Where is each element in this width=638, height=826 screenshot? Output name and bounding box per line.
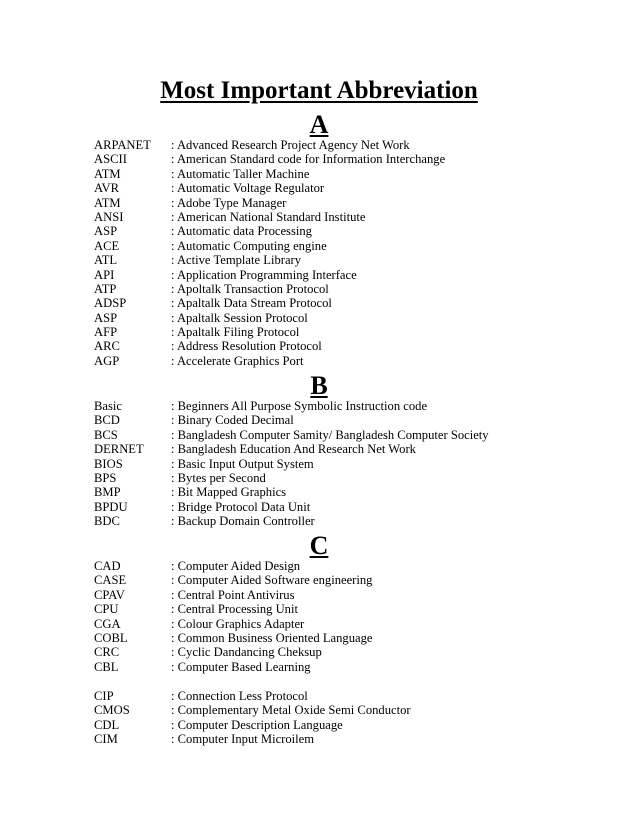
- abbreviation-row: [94, 602, 614, 616]
- section-heading-a: A: [309, 110, 329, 139]
- abbreviation-row: [94, 138, 614, 152]
- abbreviation-row: [94, 413, 614, 427]
- abbreviation-term: CIP: [94, 689, 114, 703]
- abbreviation-definition: : Bytes per Second: [171, 470, 266, 485]
- abbreviation-row: [94, 588, 614, 602]
- abbreviation-row: [94, 325, 614, 339]
- section-heading-c: C: [309, 531, 329, 560]
- abbreviation-term: CDL: [94, 717, 120, 732]
- abbreviation-row: [94, 660, 614, 674]
- abbreviation-row: [94, 311, 614, 325]
- abbreviation-term: CMOS: [94, 703, 130, 718]
- section-c-list-continued: [94, 689, 614, 747]
- abbreviation-term: BCD: [94, 413, 120, 428]
- abbreviation-row: [94, 210, 614, 224]
- abbreviation-definition: : Beginners All Purpose Symbolic Instruction code: [171, 399, 428, 413]
- abbreviation-row: [94, 224, 614, 238]
- abbreviation-definition: : Binary Coded Decimal: [171, 413, 294, 428]
- abbreviation-term: API: [94, 267, 115, 282]
- abbreviation-row: [94, 645, 614, 659]
- section-c-list: [94, 559, 614, 674]
- abbreviation-row: [94, 268, 614, 282]
- abbreviation-term: COBL: [94, 630, 128, 645]
- abbreviation-definition: : Accelerate Graphics Port: [171, 353, 304, 368]
- abbreviation-definition: : Apaltalk Session Protocol: [171, 310, 308, 325]
- abbreviation-definition: : Automatic data Processing: [171, 224, 312, 239]
- abbreviation-row: [94, 152, 614, 166]
- abbreviation-row: [94, 253, 614, 267]
- abbreviation-term: ATM: [94, 195, 121, 210]
- abbreviation-row: [94, 631, 614, 645]
- abbreviation-row: [94, 181, 614, 195]
- abbreviation-term: ADSP: [94, 296, 127, 311]
- abbreviation-row: [94, 428, 614, 442]
- abbreviation-definition: : American National Standard Institute: [171, 209, 366, 224]
- abbreviation-row: [94, 354, 614, 368]
- abbreviation-term: CBL: [94, 659, 119, 674]
- abbreviation-term: Basic: [94, 399, 122, 413]
- abbreviation-definition: : Application Programming Interface: [171, 267, 357, 282]
- abbreviation-row: [94, 442, 614, 456]
- abbreviation-definition: : Bangladesh Education And Research Net Work: [171, 442, 416, 457]
- abbreviation-term: CASE: [94, 573, 127, 588]
- abbreviation-definition: : Bangladesh Computer Samity/ Bangladesh Computer Society: [171, 427, 489, 442]
- abbreviation-definition: : American Standard code for Information Interchange: [171, 152, 446, 167]
- abbreviation-term: BPS: [94, 470, 117, 485]
- abbreviation-row: [94, 718, 614, 732]
- abbreviation-row: [94, 296, 614, 310]
- abbreviation-definition: : Connection Less Protocol: [171, 689, 308, 703]
- abbreviation-term: CRC: [94, 645, 120, 660]
- abbreviation-term: ATM: [94, 166, 121, 181]
- abbreviation-definition: : Central Point Antivirus: [171, 587, 295, 602]
- abbreviation-definition: : Apaltalk Data Stream Protocol: [171, 296, 332, 311]
- abbreviation-row: [94, 689, 614, 703]
- abbreviation-definition: : Address Resolution Protocol: [171, 339, 322, 354]
- abbreviation-term: BPDU: [94, 499, 128, 514]
- abbreviation-term: BMP: [94, 485, 121, 500]
- abbreviation-term: BCS: [94, 427, 118, 442]
- abbreviation-term: AFP: [94, 325, 118, 340]
- abbreviation-term: ACE: [94, 238, 120, 253]
- abbreviation-row: [94, 485, 614, 499]
- abbreviation-term: ARC: [94, 339, 120, 354]
- page-title: Most Important Abbreviation: [160, 77, 478, 104]
- abbreviation-row: [94, 500, 614, 514]
- section-b-list: [94, 399, 614, 529]
- abbreviation-term: BIOS: [94, 456, 123, 471]
- abbreviation-row: [94, 339, 614, 353]
- abbreviation-row: [94, 282, 614, 296]
- abbreviation-definition: : Cyclic Dandancing Cheksup: [171, 645, 322, 660]
- abbreviation-definition: : Basic Input Output System: [171, 456, 314, 471]
- abbreviation-row: [94, 559, 614, 573]
- abbreviation-row: [94, 514, 614, 528]
- abbreviation-row: [94, 703, 614, 717]
- abbreviation-term: ASP: [94, 310, 118, 325]
- abbreviation-term: BDC: [94, 514, 120, 529]
- abbreviation-definition: : Computer Description Language: [171, 717, 343, 732]
- abbreviation-definition: : Backup Domain Controller: [171, 514, 315, 529]
- abbreviation-term: ATL: [94, 253, 118, 268]
- abbreviation-term: CAD: [94, 559, 121, 573]
- abbreviation-term: ANSI: [94, 209, 124, 224]
- abbreviation-definition: : Computer Aided Software engineering: [171, 573, 373, 588]
- abbreviation-definition: : Advanced Research Project Agency Net Work: [171, 138, 410, 152]
- abbreviation-definition: : Computer Based Learning: [171, 659, 311, 674]
- abbreviation-definition: : Computer Aided Design: [171, 559, 301, 573]
- abbreviation-definition: : Bridge Protocol Data Unit: [171, 499, 311, 514]
- abbreviation-row: [94, 573, 614, 587]
- abbreviation-definition: : Apoltalk Transaction Protocol: [171, 281, 329, 296]
- abbreviation-row: [94, 457, 614, 471]
- abbreviation-term: CPAV: [94, 587, 125, 602]
- abbreviation-definition: : Apaltalk Filing Protocol: [171, 325, 300, 340]
- section-heading-b: B: [310, 371, 328, 400]
- abbreviation-definition: : Automatic Computing engine: [171, 238, 327, 253]
- abbreviation-term: ASCII: [94, 152, 127, 167]
- abbreviation-definition: : Colour Graphics Adapter: [171, 616, 305, 631]
- abbreviation-row: [94, 617, 614, 631]
- section-a-list: [94, 138, 614, 368]
- abbreviation-definition: : Bit Mapped Graphics: [171, 485, 287, 500]
- abbreviation-definition: : Automatic Taller Machine: [171, 166, 310, 181]
- abbreviation-row: [94, 399, 614, 413]
- abbreviation-term: CPU: [94, 602, 119, 617]
- abbreviation-definition: : Computer Input Microilem: [171, 732, 315, 747]
- abbreviation-definition: : Adobe Type Manager: [171, 195, 287, 210]
- abbreviation-row: [94, 239, 614, 253]
- abbreviation-term: AGP: [94, 353, 120, 368]
- abbreviation-term: ATP: [94, 281, 117, 296]
- abbreviation-definition: : Automatic Voltage Regulator: [171, 181, 325, 196]
- abbreviation-definition: : Common Business Oriented Language: [171, 630, 373, 645]
- abbreviation-term: CIM: [94, 732, 118, 747]
- abbreviation-term: ARPANET: [94, 138, 151, 152]
- abbreviation-term: AVR: [94, 181, 119, 196]
- abbreviation-definition: : Active Template Library: [171, 253, 302, 268]
- abbreviation-row: [94, 471, 614, 485]
- abbreviation-row: [94, 732, 614, 746]
- abbreviation-row: [94, 167, 614, 181]
- abbreviation-row: [94, 196, 614, 210]
- abbreviation-term: CGA: [94, 616, 121, 631]
- abbreviation-term: ASP: [94, 224, 118, 239]
- abbreviation-definition: : Complementary Metal Oxide Semi Conductor: [171, 703, 411, 718]
- abbreviation-term: DERNET: [94, 442, 144, 457]
- abbreviation-definition: : Central Processing Unit: [171, 602, 298, 617]
